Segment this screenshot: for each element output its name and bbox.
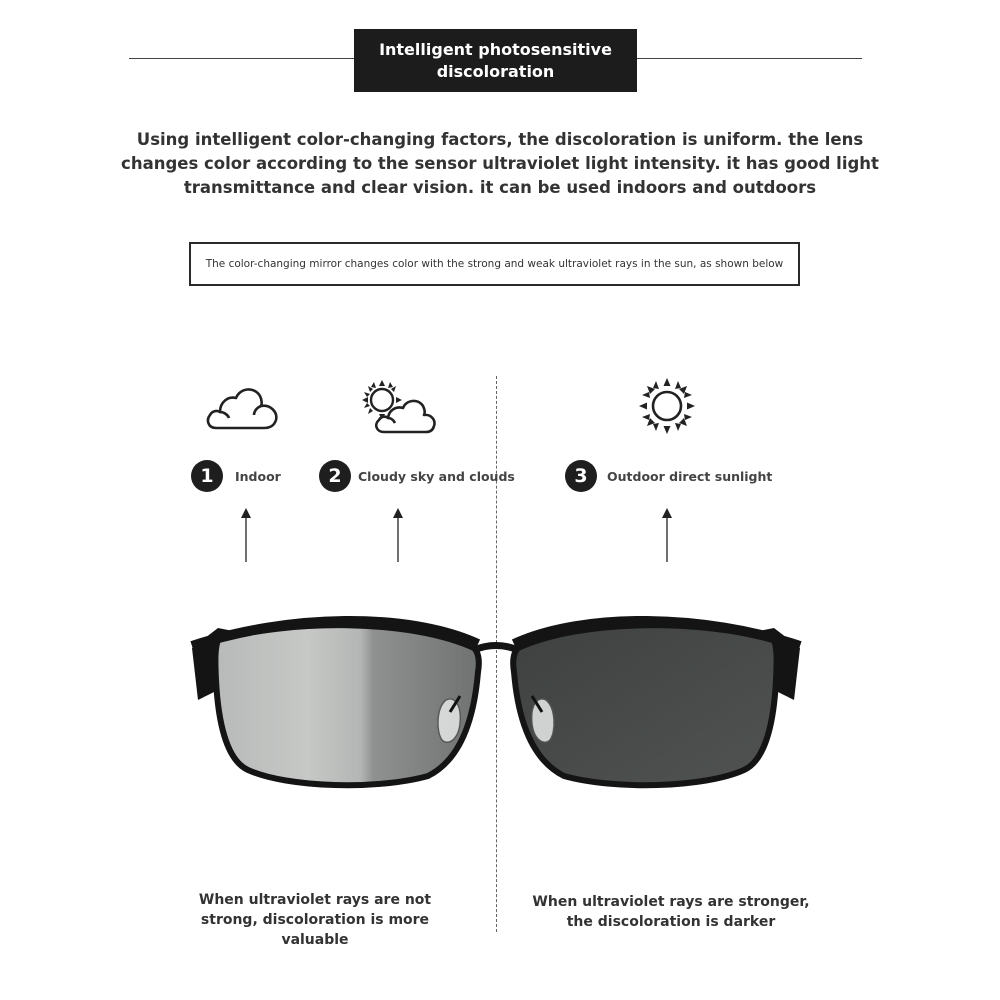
right-nose-pad <box>532 699 554 742</box>
page-title: Intelligent photosensitive discoloration <box>379 39 612 81</box>
arrow-up-icon <box>238 508 254 564</box>
right-lens <box>513 625 776 785</box>
header-rule-left <box>129 58 355 59</box>
step-number-badge: 1 <box>191 460 223 492</box>
bridge <box>474 646 518 651</box>
step-number-badge: 3 <box>565 460 597 492</box>
arrow-up-icon <box>659 508 675 564</box>
sun-icon <box>637 376 697 436</box>
photochromic-glasses-illustration <box>178 600 814 800</box>
caption-left: When ultraviolet rays are not strong, discoloration is more valuable <box>198 892 432 948</box>
note-box <box>189 242 800 286</box>
step-label: Cloudy sky and clouds <box>358 468 515 484</box>
note-text: The color-changing mirror changes color with the strong and weak ultraviolet rays in the sun, as shown below <box>205 258 784 270</box>
step-cloudy <box>319 460 515 492</box>
title-banner <box>354 29 637 92</box>
cloud-icon <box>204 382 280 434</box>
step-label: Indoor <box>235 468 281 484</box>
sun-behind-cloud-icon <box>356 376 436 436</box>
intro-paragraph: Using intelligent color-changing factors, the discoloration is uniform. the lens changes color according to the sensor ultraviolet light intensity. it has good light transmittance and clear vision. it can be used indoors and outdoors <box>121 130 879 197</box>
step-number-badge: 2 <box>319 460 351 492</box>
step-sunlight <box>565 460 772 492</box>
left-nose-pad <box>438 699 460 742</box>
step-indoor <box>191 460 281 492</box>
step-label: Outdoor direct sunlight <box>607 468 773 484</box>
caption-right: When ultraviolet rays are stronger, the discoloration is darker <box>532 894 810 930</box>
left-lens <box>215 625 478 785</box>
header-rule-right <box>637 58 862 59</box>
arrow-up-icon <box>390 508 406 564</box>
